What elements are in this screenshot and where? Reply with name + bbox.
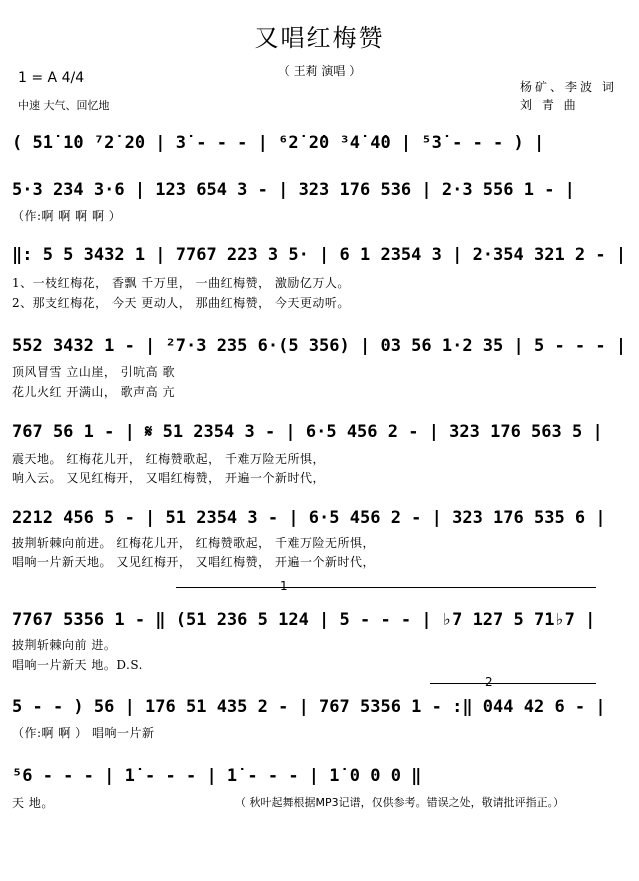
- volta-bracket-1: [176, 587, 596, 588]
- footnote: （ 秋叶起舞根据MP3记谱，仅供参考。错误之处，敬请批评指正。）: [235, 796, 565, 809]
- lyric-line: 1、一枝红梅花， 香飘 千万里， 一曲红梅赞， 激励亿万人。: [12, 276, 350, 290]
- lyric-line: （作:啊 啊 ） 唱响一片新: [12, 726, 155, 740]
- lyric-line: 披荆斩棘向前进。 红梅花儿开， 红梅赞歌起， 千难万险无所惧，: [12, 536, 375, 550]
- score-line: 767 56 1 - | 𝄋 51 2354 3 - | 6·5 456 2 - | 323 176 563 5 |: [12, 422, 603, 442]
- lyric-line: 响入云。 又见红梅开， 又唱红梅赞， 开遍一个新时代，: [12, 471, 325, 485]
- composer-credit: 刘 青 曲: [520, 98, 579, 112]
- volta-number: 1: [280, 579, 288, 593]
- lyric-line: 天 地。: [12, 796, 54, 810]
- score-line: ‖: 5 5 3432 1 | 7767 223 3 5· | 6 1 2354 3 | 2·354 321 2 - |: [12, 245, 627, 265]
- score-line: 2212 456 5 - | 51 2354 3 - | 6·5 456 2 - | 323 176 535 6 |: [12, 508, 606, 528]
- lyric-line: 唱响一片新天地。 又见红梅开， 又唱红梅赞， 开遍一个新时代，: [12, 555, 375, 569]
- lyric-line: 2、那支红梅花， 今天 更动人， 那曲红梅赞， 今天更动听。: [12, 296, 350, 310]
- lyric-line: 震天地。 红梅花儿开， 红梅赞歌起， 千难万险无所惧，: [12, 452, 325, 466]
- lyric-line: 顶风冒雪 立山崖， 引吭高 歌: [12, 365, 175, 379]
- tempo-marking: 中速 大气、回忆地: [18, 99, 110, 112]
- lyric-line: 花儿火红 开满山， 歌声高 亢: [12, 385, 175, 399]
- song-title: 又唱红梅赞: [254, 24, 385, 52]
- lyric-line: 唱响一片新天 地。D.S.: [12, 658, 143, 672]
- score-line: 5·3 234 3·6 | 123 654 3 - | 323 176 536 | 2·3 556 1 - |: [12, 180, 575, 200]
- key-signature: 1 = A 4/4: [18, 70, 85, 86]
- lyric-line: 披荆斩棘向前 进。: [12, 638, 117, 652]
- lyric-line: （作:啊 啊 啊 啊 ）: [12, 209, 122, 223]
- score-line: 552 3432 1 - | ²7·3 235 6·(5 356) | 03 56 1·2 35 | 5 - - - |: [12, 336, 627, 356]
- volta-number: 2: [485, 675, 493, 689]
- lyricist-credit: 杨矿、李波 词: [520, 80, 617, 94]
- score-line: ( 5̇1̇ 1̇0 ⁷2̇ 2̇0 | 3̇ - - - | ⁶2̇ 2̇0 ³4̇ 4̇0 | ⁵3̇ - - - ) |: [12, 133, 545, 153]
- score-line: ⁵6 - - - | 1̇ - - - | 1̇ - - - | 1̇ 0 0 0 ‖: [12, 766, 422, 786]
- volta-bracket-2: [430, 683, 596, 684]
- score-line: 5 - - ) 56 | 176 51 435 2 - | 767 5356 1 - :‖ 044 42 6 - |: [12, 697, 606, 717]
- singer-credit: （ 王莉 演唱 ）: [277, 64, 362, 78]
- score-line: 7767 5356 1 - ‖ (51 236 5 124 | 5 - - - | ♭7 127 5 71♭7 |: [12, 610, 596, 630]
